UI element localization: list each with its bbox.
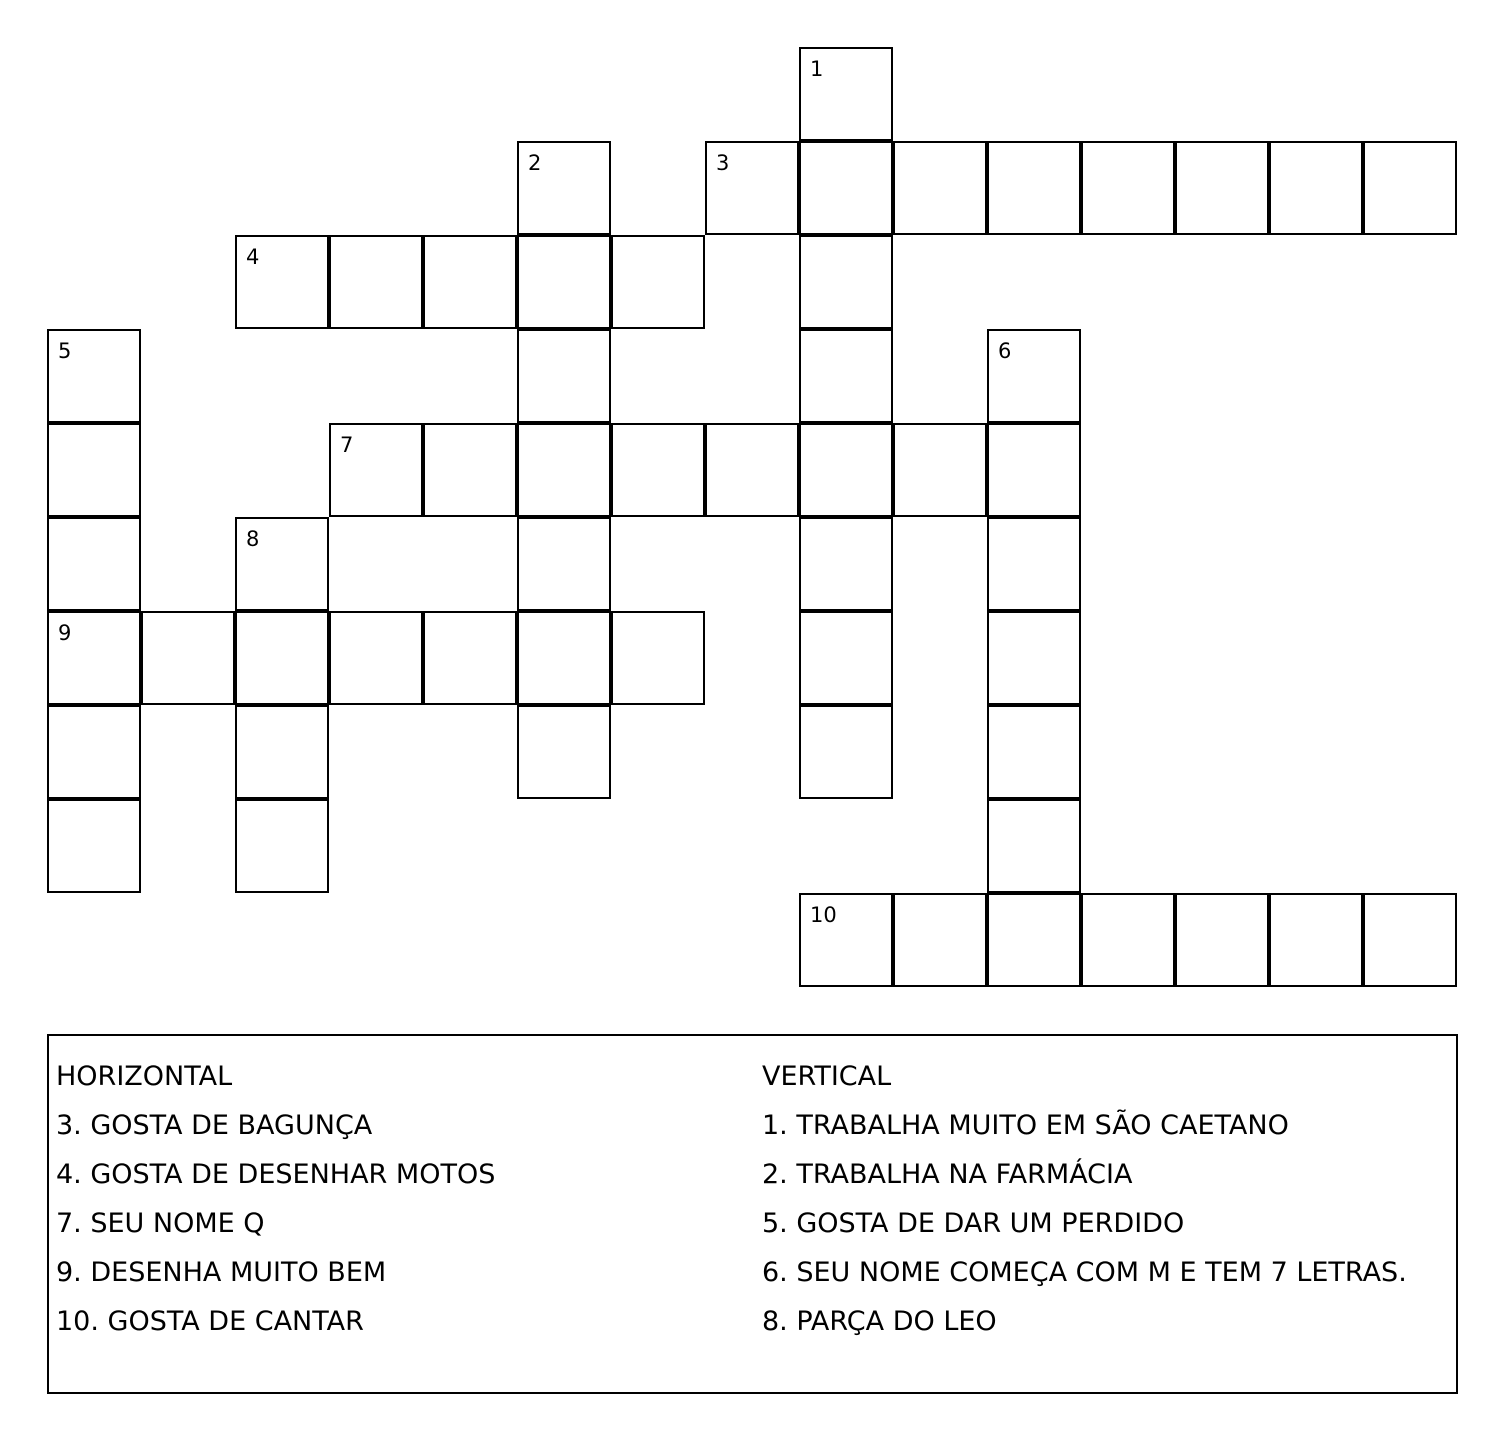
clue-number: 2 xyxy=(528,151,542,175)
vertical-clues xyxy=(762,1052,1407,1346)
crossword-cell[interactable] xyxy=(987,329,1081,423)
crossword-cell[interactable] xyxy=(799,235,893,329)
clue-horizontal-3: 3. GOSTA DE BAGUNÇA xyxy=(56,1110,373,1141)
crossword-cell[interactable] xyxy=(423,235,517,329)
crossword-cell[interactable] xyxy=(1363,141,1457,235)
crossword-cell[interactable] xyxy=(611,423,705,517)
crossword-cell[interactable] xyxy=(1363,893,1457,987)
clue-horizontal-4: 4. GOSTA DE DESENHAR MOTOS xyxy=(56,1159,496,1190)
vertical-title: VERTICAL xyxy=(762,1061,892,1092)
crossword-cell[interactable] xyxy=(987,611,1081,705)
crossword-cell[interactable] xyxy=(329,423,423,517)
crossword-cell[interactable] xyxy=(1269,893,1363,987)
crossword-cell[interactable] xyxy=(517,423,611,517)
crossword-cell[interactable] xyxy=(893,423,987,517)
crossword-cell[interactable] xyxy=(517,141,611,235)
crossword-cell[interactable] xyxy=(141,611,235,705)
crossword-cell[interactable] xyxy=(235,235,329,329)
crossword-cell[interactable] xyxy=(329,611,423,705)
crossword-cell[interactable] xyxy=(517,705,611,799)
crossword-cell[interactable] xyxy=(517,611,611,705)
crossword-cell[interactable] xyxy=(329,235,423,329)
crossword-cell[interactable] xyxy=(47,423,141,517)
crossword-cell[interactable] xyxy=(517,235,611,329)
crossword-cell[interactable] xyxy=(47,799,141,893)
crossword-cell[interactable] xyxy=(47,329,141,423)
clue-number: 10 xyxy=(810,903,837,927)
crossword-cell[interactable] xyxy=(799,705,893,799)
crossword-cell[interactable] xyxy=(705,141,799,235)
crossword-cell[interactable] xyxy=(1175,141,1269,235)
crossword-cell[interactable] xyxy=(799,517,893,611)
clue-vertical-2: 2. TRABALHA NA FARMÁCIA xyxy=(762,1159,1133,1190)
crossword-cell[interactable] xyxy=(235,517,329,611)
crossword-cell[interactable] xyxy=(799,141,893,235)
clue-number: 9 xyxy=(58,621,72,645)
crossword-cell[interactable] xyxy=(987,423,1081,517)
crossword-cell[interactable] xyxy=(235,705,329,799)
crossword-cell[interactable] xyxy=(987,705,1081,799)
crossword-cell[interactable] xyxy=(423,423,517,517)
crossword-cell[interactable] xyxy=(235,799,329,893)
crossword-cell[interactable] xyxy=(517,517,611,611)
clue-number: 7 xyxy=(340,433,354,457)
crossword-cell[interactable] xyxy=(1269,141,1363,235)
clue-number: 8 xyxy=(246,527,260,551)
clue-vertical-5: 5. GOSTA DE DAR UM PERDIDO xyxy=(762,1208,1185,1239)
crossword-cell[interactable] xyxy=(987,141,1081,235)
crossword-cell[interactable] xyxy=(47,517,141,611)
crossword-cell[interactable] xyxy=(987,517,1081,611)
crossword-cell[interactable] xyxy=(47,705,141,799)
clue-number: 4 xyxy=(246,245,260,269)
horizontal-title: HORIZONTAL xyxy=(56,1061,233,1092)
crossword-cell[interactable] xyxy=(235,611,329,705)
clue-horizontal-7: 7. SEU NOME Q xyxy=(56,1208,265,1239)
crossword-cell[interactable] xyxy=(893,141,987,235)
crossword-cell[interactable] xyxy=(47,611,141,705)
crossword-cell[interactable] xyxy=(611,611,705,705)
crossword-cell[interactable] xyxy=(1081,141,1175,235)
clue-number: 1 xyxy=(810,57,824,81)
crossword-cell[interactable] xyxy=(799,47,893,141)
crossword-cell[interactable] xyxy=(611,235,705,329)
clue-horizontal-10: 10. GOSTA DE CANTAR xyxy=(56,1306,364,1337)
clue-number: 5 xyxy=(58,339,72,363)
clues-box xyxy=(47,1034,1458,1394)
crossword-cell[interactable] xyxy=(893,893,987,987)
crossword-cell[interactable] xyxy=(705,423,799,517)
clue-number: 3 xyxy=(716,151,730,175)
clue-horizontal-9: 9. DESENHA MUITO BEM xyxy=(56,1257,387,1288)
clue-vertical-6: 6. SEU NOME COMEÇA COM M E TEM 7 LETRAS. xyxy=(762,1257,1407,1288)
crossword-cell[interactable] xyxy=(799,893,893,987)
crossword-cell[interactable] xyxy=(799,611,893,705)
crossword-cell[interactable] xyxy=(517,329,611,423)
crossword-cell[interactable] xyxy=(987,893,1081,987)
crossword-cell[interactable] xyxy=(799,423,893,517)
crossword-cell[interactable] xyxy=(799,329,893,423)
crossword-cell[interactable] xyxy=(987,799,1081,893)
clue-number: 6 xyxy=(998,339,1012,363)
clue-vertical-1: 1. TRABALHA MUITO EM SÃO CAETANO xyxy=(762,1110,1289,1141)
crossword-cell[interactable] xyxy=(1175,893,1269,987)
horizontal-clues xyxy=(56,1052,495,1346)
clue-vertical-8: 8. PARÇA DO LEO xyxy=(762,1306,997,1337)
crossword-cell[interactable] xyxy=(423,611,517,705)
crossword-cell[interactable] xyxy=(1081,893,1175,987)
